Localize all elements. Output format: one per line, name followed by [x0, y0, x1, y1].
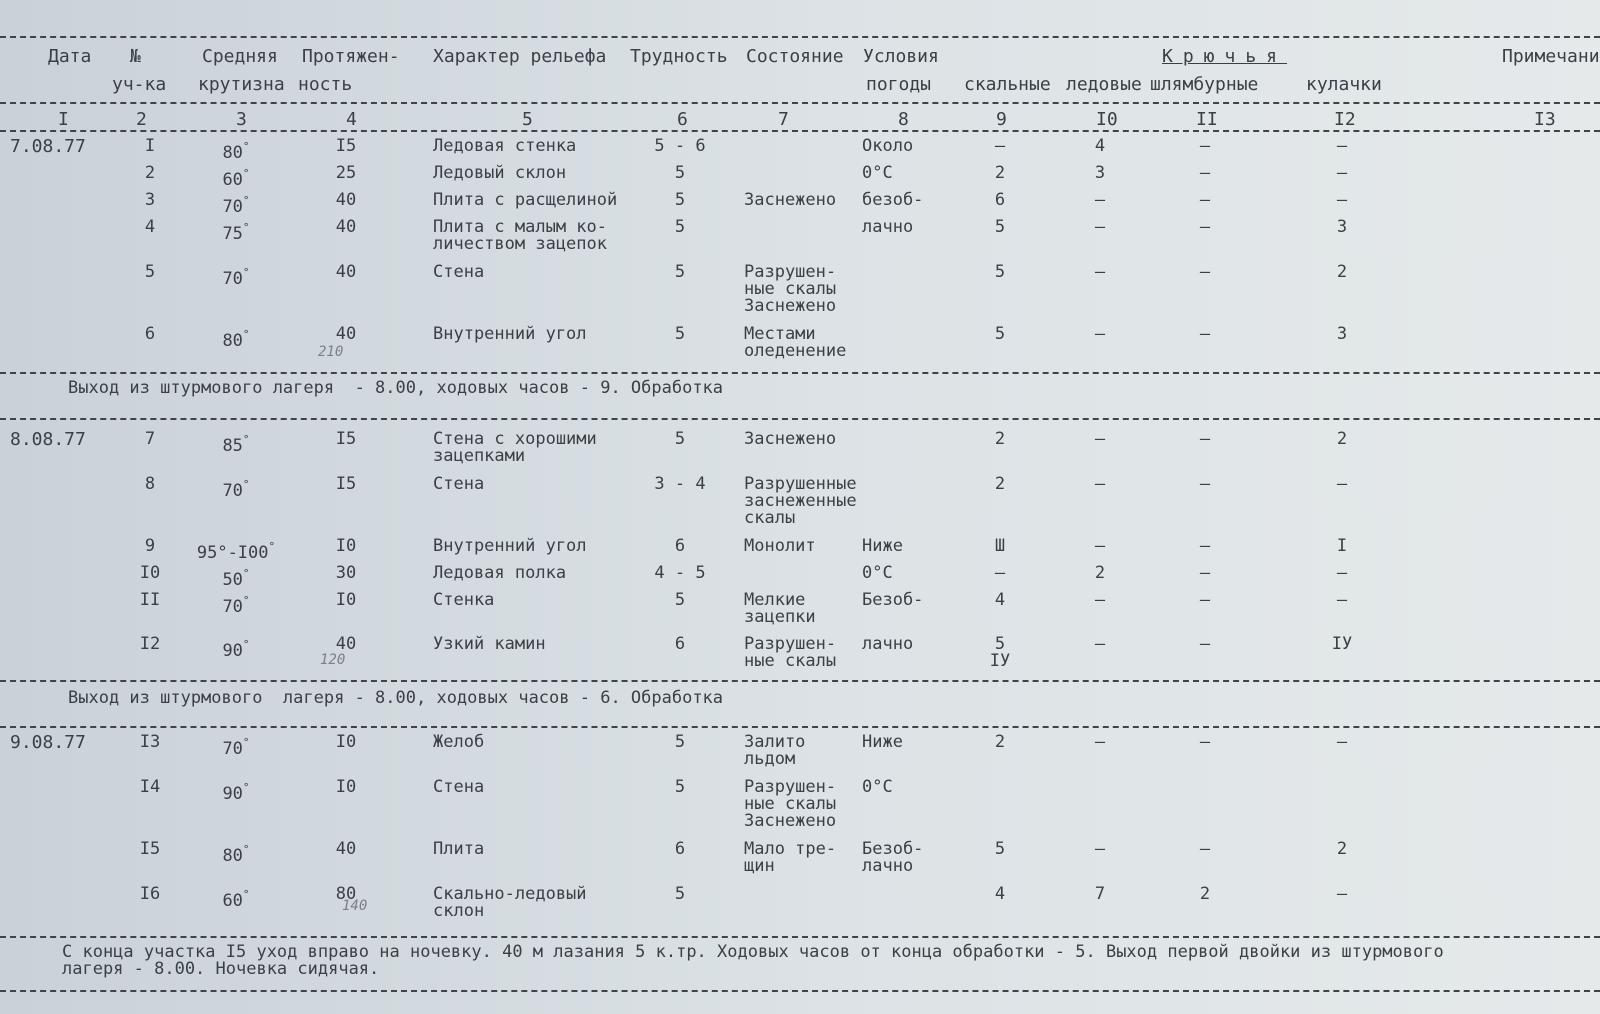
cell-relief: Плита с расщелиной [433, 190, 618, 210]
cell-bolt: – [1199, 590, 1211, 610]
col-num: 6 [677, 109, 688, 130]
cell-n: I3 [139, 732, 161, 752]
cell-len: 40 [335, 839, 357, 859]
cell-diff: 5 - 6 [654, 136, 706, 156]
degree-mark: ° [242, 433, 250, 446]
day-summary: С конца участка I5 уход вправо на ночевку. 40 м лазания 5 к.тр. Ходовых часов от конца обработки - 5. Выход первой двойки из штурмового лагеря - 8.00. Ночевка сидячая. [62, 942, 1444, 979]
cell-rock: 5 IУ [989, 634, 1011, 671]
cell-ice: – [1094, 634, 1106, 654]
col-num: 8 [898, 109, 909, 130]
cell-relief: Внутренний угол [433, 536, 587, 556]
cell-diff: 5 [674, 429, 686, 449]
col-cams-header: кулачки [1306, 74, 1382, 95]
cell-rock: 5 [994, 262, 1006, 282]
cell-ice: 7 [1094, 884, 1106, 904]
degree-mark: ° [242, 140, 250, 153]
rule-bottom [0, 990, 1600, 992]
cell-slope: 75° [222, 221, 250, 244]
cell-weather: Ниже [862, 732, 903, 752]
cell-rock: 5 [994, 839, 1006, 859]
cell-cams: 3 [1336, 217, 1348, 237]
cell-ice: – [1094, 474, 1106, 494]
rule-day1-end [0, 372, 1600, 374]
cell-bolt: – [1199, 563, 1211, 583]
cell-diff: 5 [674, 777, 686, 797]
cell-bolt: – [1199, 262, 1211, 282]
cell-diff: 6 [674, 839, 686, 859]
rule-day2-start [0, 418, 1600, 420]
cell-slope: 80° [222, 140, 250, 163]
cell-state: Заснежено [744, 429, 837, 449]
cell-cams: I [1336, 536, 1348, 556]
cell-slope: 70° [222, 736, 250, 759]
cell-relief: Внутренний угол [433, 324, 587, 344]
cell-relief: Плита [433, 839, 485, 859]
cell-len: I5 [335, 429, 357, 449]
cell-rock: 5 [994, 217, 1006, 237]
rule-day2-end [0, 680, 1600, 682]
col-date-header: Дата [48, 46, 92, 67]
cell-relief: Ледовый склон [433, 163, 567, 183]
cell-rock: 2 [994, 474, 1006, 494]
cell-rock: 5 [994, 324, 1006, 344]
cell-len: 40 [335, 634, 357, 654]
cell-cams: 2 [1336, 429, 1348, 449]
cell-ice: – [1094, 190, 1106, 210]
cell-slope: 80° [222, 843, 250, 866]
rule-header [0, 102, 1600, 104]
cell-state: Местами оледенение [744, 324, 847, 361]
cell-relief: Стена [433, 262, 485, 282]
cell-diff: 4 - 5 [654, 563, 706, 583]
cell-bolt: – [1199, 324, 1211, 344]
cell-weather: Безоб- лачно [862, 839, 924, 876]
col-relief-header: Характер рельефа [433, 46, 607, 67]
cell-rock: Ш [994, 536, 1006, 556]
col-num: II [1196, 109, 1218, 130]
col-num: 4 [346, 109, 357, 130]
cell-weather: лачно [862, 217, 914, 237]
cell-cams: – [1336, 163, 1348, 183]
cell-weather: 0°С [862, 163, 893, 183]
col-ice-hooks-header: ледовые [1066, 74, 1142, 95]
cell-n: 3 [144, 190, 156, 210]
cell-len: 40 [335, 262, 357, 282]
cell-diff: 5 [674, 163, 686, 183]
cell-state: Разрушен- ные скалы [744, 634, 837, 671]
cell-bolt: – [1199, 732, 1211, 752]
col-notes-header: Примечани [1502, 46, 1600, 67]
cell-len: 40 [335, 190, 357, 210]
cell-slope: 70° [222, 194, 250, 217]
col-length-header: Протяжен- [302, 46, 400, 67]
cell-n: 4 [144, 217, 156, 237]
cell-bolt: – [1199, 190, 1211, 210]
cell-cams: – [1336, 136, 1348, 156]
cell-ice: – [1094, 536, 1106, 556]
cell-len: I5 [335, 474, 357, 494]
cell-n: II [139, 590, 161, 610]
rule-day3-end [0, 936, 1600, 938]
cell-state: Залито льдом [744, 732, 806, 769]
cell-slope: 70° [222, 266, 250, 289]
date-cell: 9.08.77 [10, 732, 86, 753]
cell-rock: 6 [994, 190, 1006, 210]
cell-slope: 60° [222, 888, 250, 911]
cell-relief: Стена [433, 777, 485, 797]
cell-diff: 5 [674, 590, 686, 610]
cell-n: 2 [144, 163, 156, 183]
degree-mark: ° [242, 478, 250, 491]
cell-slope: 90° [222, 638, 250, 661]
cell-bolt: – [1199, 634, 1211, 654]
cell-weather: Ниже [862, 536, 903, 556]
cell-relief: Ледовая полка [433, 563, 567, 583]
degree-mark: ° [242, 843, 250, 856]
cell-relief: Скально-ледовый склон [433, 884, 587, 921]
cell-slope: 70° [222, 478, 250, 501]
pencil-sum-note: 120 [320, 652, 346, 668]
day-summary: Выход из штурмового лагеря - 8.00, ходовых часов - 6. Обработка [68, 688, 724, 708]
cell-bolt: – [1199, 163, 1211, 183]
col-num: 9 [996, 109, 1007, 130]
cell-relief: Плита с малым ко- личеством зацепок [433, 217, 607, 254]
degree-mark: ° [242, 638, 250, 651]
col-weather-header-2: погоды [866, 74, 932, 95]
cell-ice: – [1094, 429, 1106, 449]
cell-len: 40 [335, 217, 357, 237]
cell-rock: 4 [994, 884, 1006, 904]
cell-relief: Узкий камин [433, 634, 546, 654]
cell-slope: 85° [222, 433, 250, 456]
cell-cams: IУ [1331, 634, 1353, 654]
cell-ice: – [1094, 324, 1106, 344]
cell-bolt: – [1199, 536, 1211, 556]
cell-n: 7 [144, 429, 156, 449]
cell-weather: Около [862, 136, 914, 156]
cell-state: Мелкие зацепки [744, 590, 816, 627]
cell-len: I0 [335, 732, 357, 752]
cell-state: Разрушен- ные скалы Заснежено [744, 262, 837, 316]
cell-weather: 0°С [862, 563, 893, 583]
cell-relief: Ледовая стенка [433, 136, 577, 156]
cell-rock: – [994, 136, 1006, 156]
col-bolt-hooks-header: шлямбурные [1150, 74, 1259, 95]
cell-diff: 5 [674, 217, 686, 237]
cell-cams: – [1336, 884, 1348, 904]
col-no-header: № [130, 46, 141, 67]
cell-bolt: – [1199, 136, 1211, 156]
rule-top [0, 36, 1600, 38]
cell-diff: 5 [674, 190, 686, 210]
cell-ice: – [1094, 732, 1106, 752]
degree-mark: ° [242, 221, 250, 234]
cell-state: Заснежено [744, 190, 837, 210]
cell-state: Монолит [744, 536, 816, 556]
cell-n: 8 [144, 474, 156, 494]
cell-cams: – [1336, 190, 1348, 210]
rule-day3-start [0, 726, 1600, 728]
degree-mark: ° [242, 594, 250, 607]
cell-slope: 80° [222, 328, 250, 351]
cell-ice: 2 [1094, 563, 1106, 583]
cell-state: Разрушен- ные скалы Заснежено [744, 777, 837, 831]
cell-cams: – [1336, 590, 1348, 610]
cell-rock: 2 [994, 163, 1006, 183]
cell-slope: 60° [222, 167, 250, 190]
cell-len: 40 [335, 324, 357, 344]
col-slope-header-2: крутизна [198, 74, 285, 95]
cell-n: I0 [139, 563, 161, 583]
cell-bolt: – [1199, 217, 1211, 237]
cell-cams: – [1336, 563, 1348, 583]
cell-slope: 70° [222, 594, 250, 617]
col-length-header-2: ность [298, 74, 353, 95]
degree-mark: ° [242, 328, 250, 341]
cell-len: 30 [335, 563, 357, 583]
cell-weather: 0°С [862, 777, 893, 797]
col-hooks-header: Крючья [1162, 46, 1288, 67]
pencil-sum-note: 140 [342, 898, 368, 914]
cell-slope: 50° [222, 567, 250, 590]
cell-diff: 5 [674, 732, 686, 752]
cell-n: 5 [144, 262, 156, 282]
day-summary: Выход из штурмового лагеря - 8.00, ходовых часов - 9. Обработка [68, 378, 724, 398]
cell-cams: 2 [1336, 839, 1348, 859]
col-num: I [58, 109, 69, 130]
cell-bolt: – [1199, 839, 1211, 859]
date-cell: 7.08.77 [10, 136, 86, 157]
cell-cams: 3 [1336, 324, 1348, 344]
cell-diff: 6 [674, 634, 686, 654]
cell-state: Разрушенные заснеженные скалы [744, 474, 857, 528]
col-state-header: Состояние [746, 46, 844, 67]
col-num: 5 [522, 109, 533, 130]
col-num: I2 [1334, 109, 1356, 130]
degree-mark: ° [242, 167, 250, 180]
cell-len: 25 [335, 163, 357, 183]
degree-mark: ° [242, 567, 250, 580]
cell-n: I6 [139, 884, 161, 904]
cell-bolt: – [1199, 429, 1211, 449]
cell-len: I5 [335, 136, 357, 156]
cell-bolt: – [1199, 474, 1211, 494]
cell-bolt: 2 [1199, 884, 1211, 904]
col-weather-header: Условия [863, 46, 939, 67]
cell-diff: 3 - 4 [654, 474, 706, 494]
col-num: I3 [1534, 109, 1556, 130]
cell-slope: 95°-I00° [196, 540, 276, 563]
cell-ice: – [1094, 590, 1106, 610]
cell-diff: 6 [674, 536, 686, 556]
degree-mark: ° [242, 266, 250, 279]
col-num: I0 [1096, 109, 1118, 130]
cell-relief: Стена с хорошими зацепками [433, 429, 597, 466]
cell-ice: – [1094, 262, 1106, 282]
cell-ice: – [1094, 839, 1106, 859]
cell-relief: Стенка [433, 590, 495, 610]
cell-state: Мало тре- щин [744, 839, 837, 876]
degree-mark: ° [242, 194, 250, 207]
cell-n: I [144, 136, 156, 156]
pencil-sum-note: 210 [318, 344, 344, 360]
col-no-header-2: уч-ка [112, 74, 167, 95]
cell-cams: 2 [1336, 262, 1348, 282]
cell-n: I5 [139, 839, 161, 859]
cell-rock: 2 [994, 732, 1006, 752]
rule-nums [0, 130, 1600, 132]
cell-len: I0 [335, 536, 357, 556]
degree-mark: ° [242, 781, 250, 794]
col-num: 3 [236, 109, 247, 130]
cell-weather: Безоб- [862, 590, 924, 610]
cell-weather: безоб- [862, 190, 924, 210]
cell-ice: 3 [1094, 163, 1106, 183]
cell-weather: лачно [862, 634, 914, 654]
cell-rock: – [994, 563, 1006, 583]
degree-mark: ° [242, 888, 250, 901]
cell-relief: Желоб [433, 732, 485, 752]
cell-len: 80 [335, 884, 357, 904]
col-num: 7 [778, 109, 789, 130]
cell-n: I4 [139, 777, 161, 797]
degree-mark: ° [242, 736, 250, 749]
cell-n: I2 [139, 634, 161, 654]
cell-n: 6 [144, 324, 156, 344]
cell-ice: – [1094, 217, 1106, 237]
cell-len: I0 [335, 777, 357, 797]
cell-rock: 4 [994, 590, 1006, 610]
col-slope-header: Средняя [202, 46, 278, 67]
cell-diff: 5 [674, 324, 686, 344]
col-rock-hooks-header: скальные [964, 74, 1051, 95]
col-num: 2 [136, 109, 147, 130]
col-difficulty-header: Трудность [630, 46, 728, 67]
date-cell: 8.08.77 [10, 429, 86, 450]
cell-cams: – [1336, 474, 1348, 494]
cell-diff: 5 [674, 884, 686, 904]
cell-relief: Стена [433, 474, 485, 494]
cell-n: 9 [144, 536, 156, 556]
cell-slope: 90° [222, 781, 250, 804]
cell-len: I0 [335, 590, 357, 610]
cell-diff: 5 [674, 262, 686, 282]
cell-ice: 4 [1094, 136, 1106, 156]
degree-mark: ° [268, 540, 276, 553]
cell-rock: 2 [994, 429, 1006, 449]
cell-cams: – [1336, 732, 1348, 752]
